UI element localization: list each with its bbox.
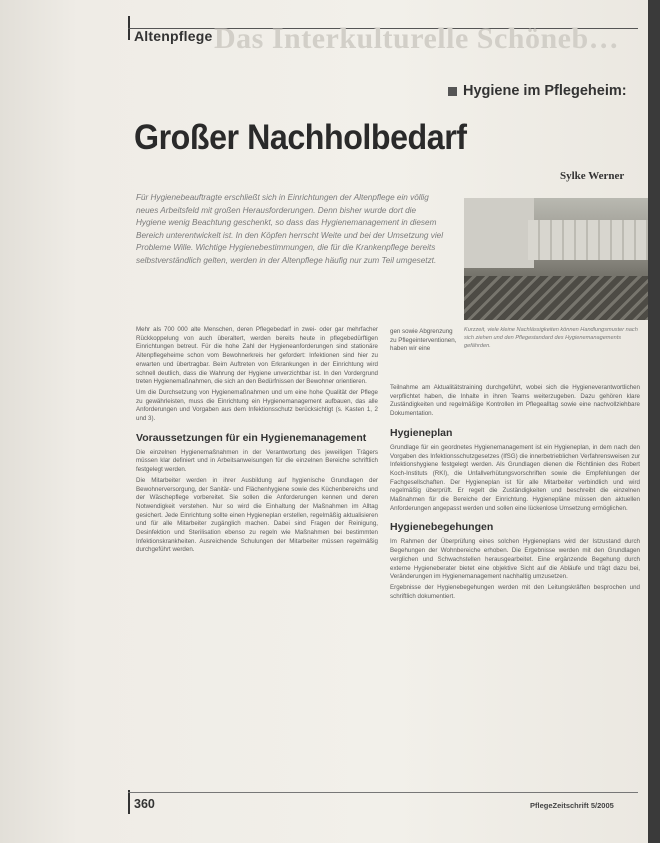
article-title: Großer Nachholbedarf [134,118,467,157]
kicker-square-icon [448,87,457,96]
photo-wall [464,198,534,268]
article-kicker [448,83,627,99]
paragraph: Teilnahme am Aktualitätstraining durchgeführt, wobei sich die Hygieneverantwortlichen verpflichtet haben, die Inhalte in ihren Teams weiterzugeben. Dazu gehören klare Zuständigkeiten und regelmäßige Kontrollen im Pflegealltag sowie eine nachvollziehbare Dokumentation. [390,384,640,418]
paragraph: Die Mitarbeiter werden in ihrer Ausbildung auf hygienische Grundlagen der Bewohnerversorgung, der Sanitär- und Flächenhygiene sowie des Küchenbereichs und der Wäschepflege vorbereitet. Sie sollen die Anforderungen kennen und deren Notwendigkeit verstehen. Nur so wird die Einhaltung der Maßnahmen im Alltag gesichert. Jede Einrichtung sollte einen Hygieneplan erstellen, regelmäßig aktualisieren und für alle Mitarbeiter zugänglich machen. Dabei sind Fragen der Reinigung, Desinfektion und Sterilisation ebenso zu regeln wie Maßnahmen bei bestimmten Infektionskrankheiten. Ausreichende Schulungen der Mitarbeiter müssen regelmäßig durchgeführt werden. [136,476,378,554]
article-lead: Für Hygienebeauftragte erschließt sich in Einrichtungen der Altenpflege ein völlig neues Arbeitsfeld mit großen Herausforderungen. Denn bisher wurde dort die Hygiene wenig Beachtung geschenkt, so dass das Hygienemanagement in diesem Bereich unterentwickelt ist. In den Köpfen herrscht Weite und bei der Umsetzung viel Probleme Wille. Wichtige Hygienebestimmungen, die für die Krankenpflege bereits selbstverständlich gelten, werden in der Altenpflege häufig nur zum Teil umgesetzt. [136,193,444,265]
footer-rule [128,792,638,793]
footer-bar [128,790,130,814]
paragraph: Um die Durchsetzung von Hygienemaßnahmen und um eine hohe Qualität der Pflege zu gewährleisten, muss die Einrichtung ein Hygienemanagement aufbauen, das alle Anforderungen und Vorgaben aus dem Infektionsschutz berücksichtigt (s. Kasten 1, 2 und 3). [136,388,378,423]
article-photo [464,198,648,320]
page-number: 360 [134,797,155,811]
paragraph: Im Rahmen der Überprüfung eines solchen Hygieneplans wird der Istzustand durch Begehungen der Wohnbereiche erhoben. Die Ergebnisse werden mit den Grundlagen verglichen und Schwachstellen herausgearbeitet. Eine ergänzende Begehung durch externe Hygieneberater bietet eine objektive Sicht auf die Abläufe und trägt dazu bei, Veränderungen im Hygienemanagement nachhaltig umzusetzen. [390,538,640,581]
article-author: Sylke Werner [560,170,625,182]
photo-caption: Kurzzeit, viele kleine Nachlässigkeiten können Handlungsmuster nach sich ziehen und den Pflegestandard des Hygienemanagements gefährden. [464,327,638,349]
subheading: Voraussetzungen für ein Hygienemanagement [136,431,367,444]
photo-floor [464,276,648,320]
ghost-title: Das Interkulturelle Schöneb… [214,22,620,55]
subheading: Hygieneplan [390,426,453,439]
kicker-text: Hygiene im Pflegeheim: [463,83,627,99]
paragraph: Mehr als 700 000 alte Menschen, deren Pflegebedarf in zwei- oder gar mehrfacher Rückkoppelung von auch überaltert, werden bereits heute in pflegebedürftigen Einrichtungen betreut. Für die hohe Zahl der Hygieneanforderungen sind stationäre Altenpflegeheime schon vom Bewohnerkreis her gefordert: Infektionen sind hier zu erwarten und übertragbar. Beim Auftreten von Erkrankungen in der Einrichtung wird schnell deutlich, dass die Wahrung der Hygiene unverzichtbar ist. In den Vordergrund treten Hygienemaßnahmen, die sich an den Bedürfnissen der Bewohner orientieren. [136,326,378,386]
column-right-top: gen sowie Abgrenzung zu Pflegeinterventionen, haben wir eine [390,328,457,353]
paragraph: Ergebnisse der Hygienebegehungen werden mit den Leitungskräften besprochen und schriftlich dokumentiert. [390,583,640,600]
scan-edge-shadow [648,0,660,843]
paragraph: Grundlage für ein geordnetes Hygienemanagement ist ein Hygieneplan, in dem nach den Vorgaben des Infektionsschutzgesetzes (IfSG) die innerbetrieblichen Verfahrensweisen zur Infektionshygiene festgelegt werden. Als Grundlagen dienen die Richtlinien des Robert Koch-Instituts (RKI), die Unfallverhütungsvorschriften sowie die Empfehlungen der Fachgesellschaften. Der Hygieneplan ist für alle Mitarbeiter verbindlich und wird regelmäßig überprüft. Er regelt die Zuständigkeiten und beschreibt die einzelnen Maßnahmen für die Bereiche der Einrichtung. Hygienepläne müssen den aktuellen Anforderungen angepasst werden und sollen eine lückenlose Umsetzung ermöglichen. [390,443,640,512]
paragraph: Die einzelnen Hygienemaßnahmen in der Verantwortung des jeweiligen Trägers müssen klar definiert und in Arbeitsanweisungen für die einzelnen Bereiche schriftlich festgelegt werden. [136,448,378,474]
column-right [390,384,640,603]
section-label: Altenpflege [134,28,213,44]
photo-shelf [528,220,648,260]
subheading: Hygienebegehungen [390,521,494,534]
journal-name: PflegeZeitschrift 5/2005 [530,801,614,810]
column-left [136,326,378,557]
